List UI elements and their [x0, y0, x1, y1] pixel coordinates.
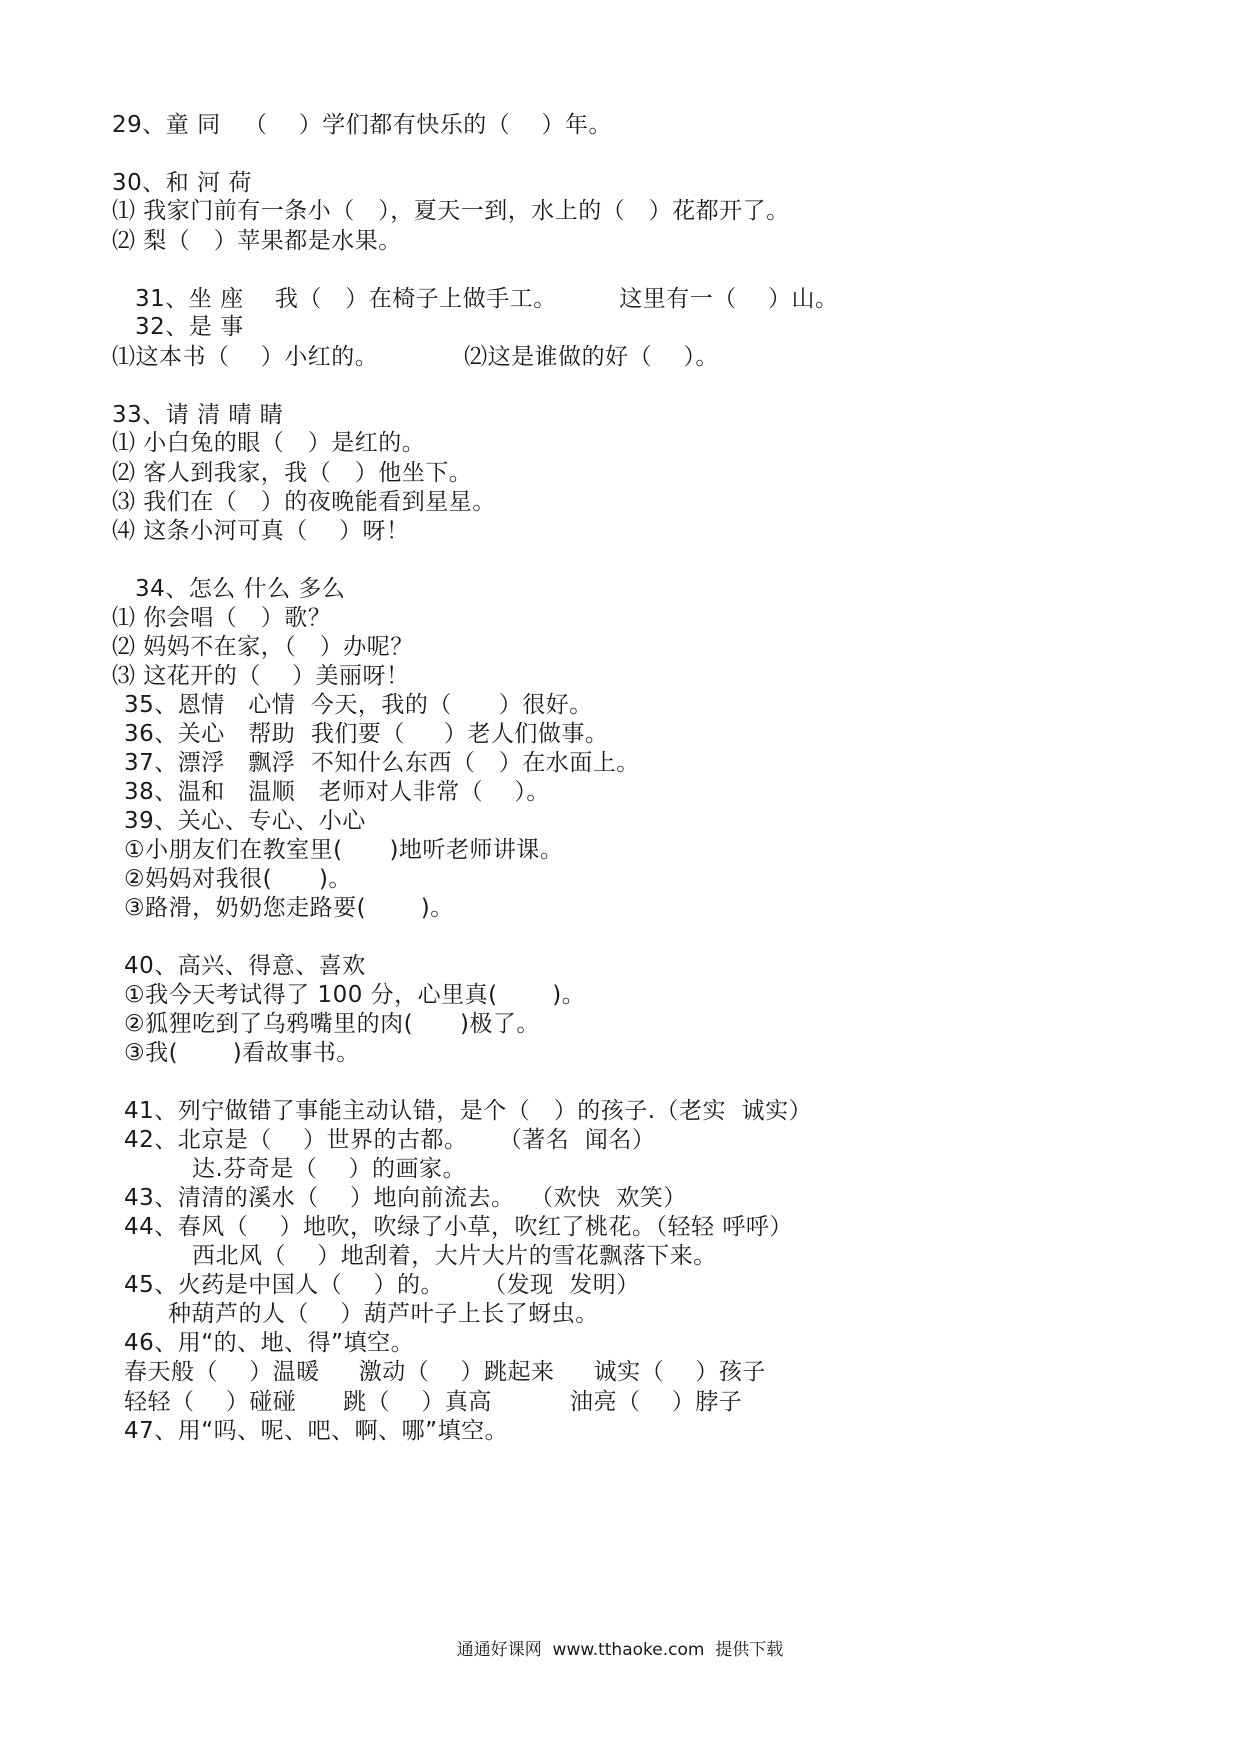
question-37: 37、漂浮 飘浮 不知什么东西（ ）在水面上。	[124, 750, 640, 776]
page-footer: 通通好课网 www.tthaoke.com 提供下载	[456, 1640, 784, 1660]
question-33-title: 33、请 清 晴 睛	[112, 402, 284, 428]
question-39-item-3: ③路滑，奶奶您走路要( )。	[124, 895, 454, 921]
question-38: 38、温和 温顺 老师对人非常（ ）。	[124, 779, 550, 805]
question-34-item-2: ⑵ 妈妈不在家，（ ）办呢？	[112, 634, 414, 660]
question-41: 41、列宁做错了事能主动认错，是个（ ）的孩子.（老实 诚实）	[124, 1098, 813, 1124]
question-44-continued: 西北风（ ）地刮着，大片大片的雪花飘落下来。	[192, 1243, 717, 1269]
question-30-title: 30、和 河 荷	[112, 170, 252, 196]
question-47-title: 47、用“吗、呢、吧、啊、哪”填空。	[124, 1418, 509, 1444]
question-43: 43、清清的溪水（ ）地向前流去。 （欢快 欢笑）	[124, 1185, 687, 1211]
question-45: 45、火药是中国人（ ）的。 （发现 发明）	[124, 1272, 640, 1298]
question-35: 35、恩情 心情 今天，我的（ ）很好。	[124, 692, 593, 718]
question-39-item-1: ①小朋友们在教室里( )地听老师讲课。	[124, 837, 564, 863]
question-33-item-3: ⑶ 我们在（ ）的夜晚能看到星星。	[112, 489, 496, 515]
question-42-continued: 达.芬奇是（ ）的画家。	[192, 1156, 467, 1182]
question-33-item-4: ⑷ 这条小河可真（ ）呀！	[112, 518, 410, 544]
question-40-item-1: ①我今天考试得了 100 分，心里真( )。	[124, 982, 586, 1008]
question-34-title: 34、怎么 什么 多么	[135, 576, 346, 602]
question-34-item-3: ⑶ 这花开的（ ）美丽呀！	[112, 663, 410, 689]
question-44: 44、春风（ ）地吹，吹绿了小草，吹红了桃花。（轻轻 呼呼）	[124, 1214, 793, 1240]
question-30-item-1: ⑴ 我家门前有一条小（ ），夏天一到，水上的（ ）花都开了。	[112, 198, 790, 224]
question-36: 36、关心 帮助 我们要（ ）老人们做事。	[124, 721, 609, 747]
question-46-row-2: 轻轻（ ）碰碰 跳（ ）真高 油亮（ ）脖子	[124, 1389, 743, 1415]
question-32-items: ⑴这本书（ ）小红的。 ⑵这是谁做的好（ ）。	[112, 344, 719, 370]
question-32-title: 32、是 事	[135, 314, 244, 340]
question-34-item-1: ⑴ 你会唱（ ）歌？	[112, 605, 332, 631]
question-31: 31、坐 座 我（ ）在椅子上做手工。 这里有一（ ）山。	[135, 286, 839, 312]
question-29: 29、童 同 （ ）学们都有快乐的（ ）年。	[112, 112, 612, 138]
question-39-title: 39、关心、专心、小心	[124, 808, 366, 834]
question-42: 42、北京是（ ）世界的古都。 （著名 闻名）	[124, 1127, 656, 1153]
question-33-item-1: ⑴ 小白兔的眼（ ）是红的。	[112, 430, 426, 456]
question-39-item-2: ②妈妈对我很( )。	[124, 866, 352, 892]
question-40-item-2: ②狐狸吃到了乌鸦嘴里的肉( )极了。	[124, 1011, 540, 1037]
question-45-continued: 种葫芦的人（ ）葫芦叶子上长了蚜虫。	[168, 1301, 599, 1327]
question-46-title: 46、用“的、地、得”填空。	[124, 1330, 415, 1356]
question-40-item-3: ③我( )看故事书。	[124, 1040, 360, 1066]
question-33-item-2: ⑵ 客人到我家，我（ ）他坐下。	[112, 460, 473, 486]
question-40-title: 40、高兴、得意、喜欢	[124, 953, 366, 979]
question-46-row-1: 春天般（ ）温暖 激动（ ）跳起来 诚实（ ）孩子	[124, 1359, 766, 1385]
question-30-item-2: ⑵ 梨（ ）苹果都是水果。	[112, 228, 402, 254]
